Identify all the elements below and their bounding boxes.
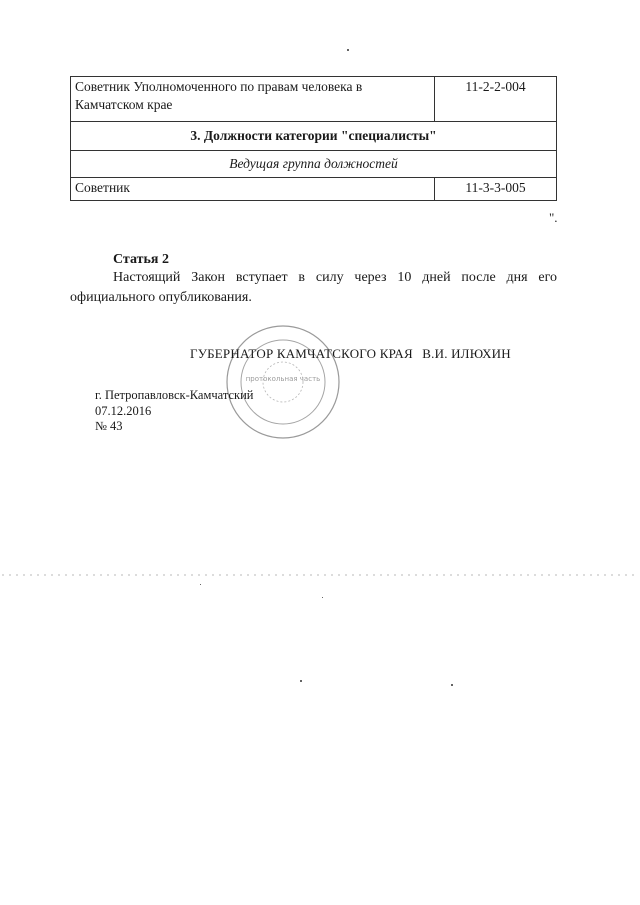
table-row	[71, 178, 557, 201]
law-number: № 43	[95, 419, 123, 433]
signature-block	[190, 346, 517, 362]
signature-title: ГУБЕРНАТОР КАМЧАТСКОГО КРАЯ	[190, 346, 413, 361]
article-text: Настоящий Закон вступает в силу через 10 дней после дня его официального опубликования.	[70, 270, 557, 305]
place: г. Петропавловск-Камчатский	[95, 388, 254, 402]
position-code: 11-3-3-005	[435, 178, 557, 201]
group-heading: Ведущая группа должностей	[71, 151, 557, 178]
positions-table	[70, 76, 557, 201]
position-name: Советник Уполномоченного по правам человека в Камчатском крае	[71, 77, 435, 122]
category-heading: 3. Должности категории "специалисты"	[71, 122, 557, 151]
place-date-block	[95, 388, 254, 435]
scan-speck	[322, 597, 323, 598]
signature-name: В.И. ИЛЮХИН	[422, 346, 511, 361]
stamp-text: протокольная часть	[245, 375, 321, 383]
date: 07.12.2016	[95, 403, 152, 418]
scan-speck	[347, 49, 349, 51]
closing-quote: ".	[549, 210, 558, 225]
position-code: 11-2-2-004	[435, 77, 557, 122]
article-heading: Статья 2	[113, 252, 169, 267]
scan-dotted-line	[0, 573, 640, 577]
position-name: Советник	[71, 178, 435, 201]
category-row	[71, 122, 557, 151]
scan-speck	[451, 684, 453, 686]
scan-speck	[200, 584, 201, 585]
table-row	[71, 77, 557, 122]
scan-speck	[300, 680, 302, 682]
group-row	[71, 151, 557, 178]
